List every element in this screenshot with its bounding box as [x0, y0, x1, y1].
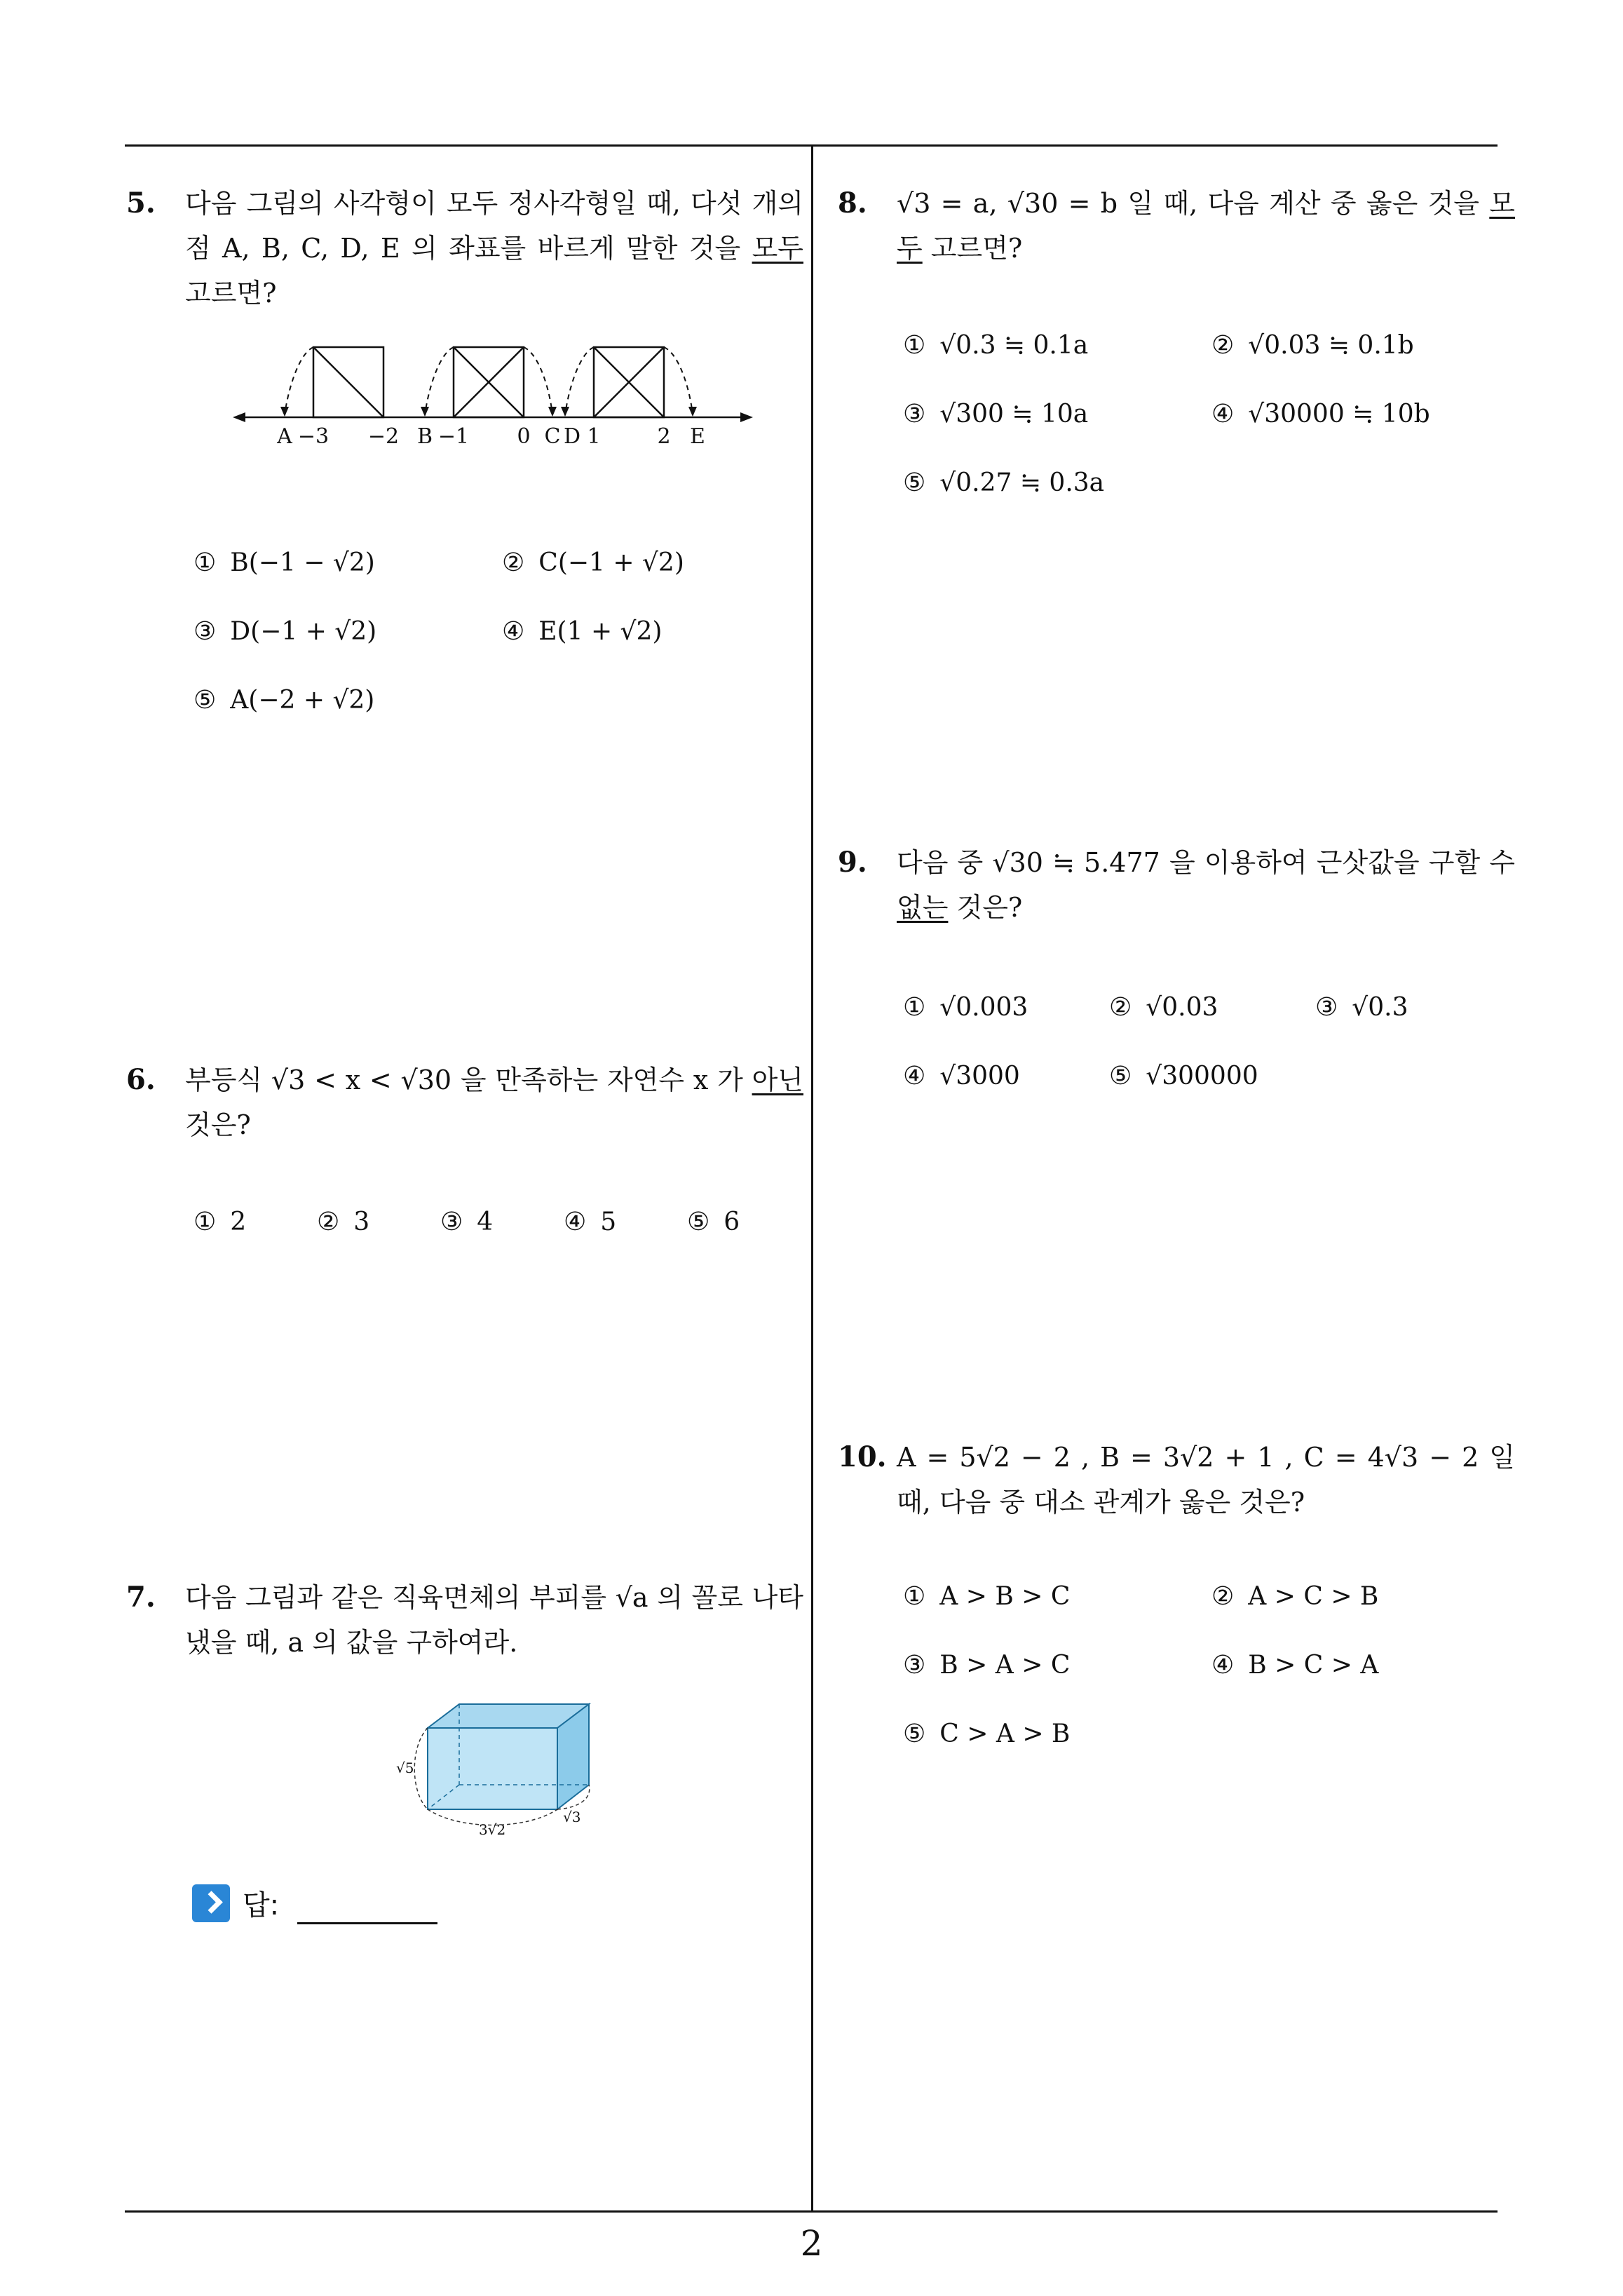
- tick-label: −2: [367, 424, 400, 449]
- question-stem: A = 5√2 − 2 , B = 3√2 + 1 , C = 4√3 − 2 일 때, 다음 중 대소 관계가 옳은 것은?: [897, 1442, 1515, 1518]
- point-label: A: [277, 424, 292, 449]
- option-5[interactable]: ⑤ A(−2 + √2): [193, 686, 375, 715]
- question-5: [126, 181, 803, 316]
- number-line-figure: [231, 337, 764, 456]
- depth-label: √3: [563, 1809, 581, 1825]
- option-3[interactable]: ③ D(−1 + √2): [193, 617, 377, 646]
- column-divider: [811, 144, 813, 2211]
- question-number: 8.: [838, 187, 867, 220]
- option-4[interactable]: ④ √3000: [903, 1062, 1020, 1090]
- emphasis-underline: 모두: [897, 188, 1515, 264]
- option-1[interactable]: ① B(−1 − √2): [193, 548, 375, 577]
- question-number: 10.: [838, 1440, 887, 1473]
- point-label: B: [416, 424, 433, 449]
- option-4[interactable]: ④ E(1 + √2): [502, 617, 663, 646]
- tick-label: 0: [517, 424, 531, 449]
- tick-label: 1: [587, 424, 601, 449]
- question-10: [838, 1435, 1515, 1525]
- question-stem: √3 = a, √30 = b 일 때, 다음 계산 중 옳은 것을 모두 고르면?: [897, 188, 1515, 264]
- question-9: [838, 840, 1515, 930]
- tick-label: −3: [297, 424, 330, 449]
- option-3[interactable]: ③ 4: [440, 1208, 494, 1236]
- option-5[interactable]: ⑤ √0.27 ≒ 0.3a: [903, 468, 1105, 497]
- answer-blank[interactable]: [297, 1922, 437, 1924]
- option-5[interactable]: ⑤ C > A > B: [903, 1720, 1071, 1748]
- option-5[interactable]: ⑤ 6: [687, 1208, 740, 1236]
- emphasis-underline: 모두: [752, 233, 803, 264]
- option-3[interactable]: ③ √300 ≒ 10a: [903, 400, 1089, 428]
- option-2[interactable]: ② √0.03: [1109, 993, 1218, 1022]
- question-stem: 다음 그림의 사각형이 모두 정사각형일 때, 다섯 개의 점 A, B, C, D, E 의 좌표를 바르게 말한 것을 모두 고르면?: [185, 188, 803, 309]
- point-label: E: [690, 424, 705, 449]
- question-7: [126, 1575, 803, 1665]
- question-number: 5.: [126, 187, 156, 220]
- point-label: C: [544, 424, 561, 449]
- question-number: 9.: [838, 846, 867, 879]
- option-4[interactable]: ④ B > C > A: [1211, 1651, 1379, 1680]
- point-label: D: [563, 424, 581, 449]
- option-1[interactable]: ① A > B > C: [903, 1582, 1071, 1611]
- tick-label: −1: [437, 424, 470, 449]
- length-label: 3√2: [479, 1821, 506, 1837]
- tick-label: 2: [657, 424, 671, 449]
- option-1[interactable]: ① 2: [193, 1208, 247, 1236]
- option-2[interactable]: ② C(−1 + √2): [502, 548, 684, 577]
- option-2[interactable]: ② √0.03 ≒ 0.1b: [1211, 331, 1414, 360]
- footer-rule: [125, 2210, 1498, 2213]
- option-3[interactable]: ③ B > A > C: [903, 1651, 1071, 1680]
- height-label: √5: [396, 1760, 414, 1776]
- question-8: [838, 181, 1515, 271]
- option-5[interactable]: ⑤ √300000: [1109, 1062, 1258, 1090]
- answer-label: 답:: [243, 1889, 280, 1922]
- emphasis-underline: 아닌: [752, 1065, 803, 1095]
- question-number: 7.: [126, 1581, 156, 1614]
- emphasis-underline: 없는: [897, 892, 949, 923]
- page-number: 2: [800, 2223, 823, 2264]
- question-stem: 다음 그림과 같은 직육면체의 부피를 √a 의 꼴로 나타냈을 때, a 의 값을 구하여라.: [185, 1582, 803, 1658]
- question-stem: 다음 중 √30 ≒ 5.477 을 이용하여 근삿값을 구할 수 없는 것은?: [897, 847, 1515, 923]
- option-3[interactable]: ③ √0.3: [1315, 993, 1408, 1022]
- question-stem: 부등식 √3 < x < √30 을 만족하는 자연수 x 가 아닌 것은?: [185, 1065, 803, 1140]
- question-6: [126, 1058, 803, 1147]
- option-2[interactable]: ② A > C > B: [1211, 1582, 1379, 1611]
- option-1[interactable]: ① √0.003: [903, 993, 1028, 1022]
- question-number: 6.: [126, 1063, 156, 1096]
- option-1[interactable]: ① √0.3 ≒ 0.1a: [903, 331, 1089, 360]
- cuboid-figure: [389, 1697, 599, 1837]
- option-4[interactable]: ④ √30000 ≒ 10b: [1211, 400, 1430, 428]
- arrow-right-icon: [192, 1884, 230, 1922]
- option-2[interactable]: ② 3: [317, 1208, 370, 1236]
- option-4[interactable]: ④ 5: [564, 1208, 617, 1236]
